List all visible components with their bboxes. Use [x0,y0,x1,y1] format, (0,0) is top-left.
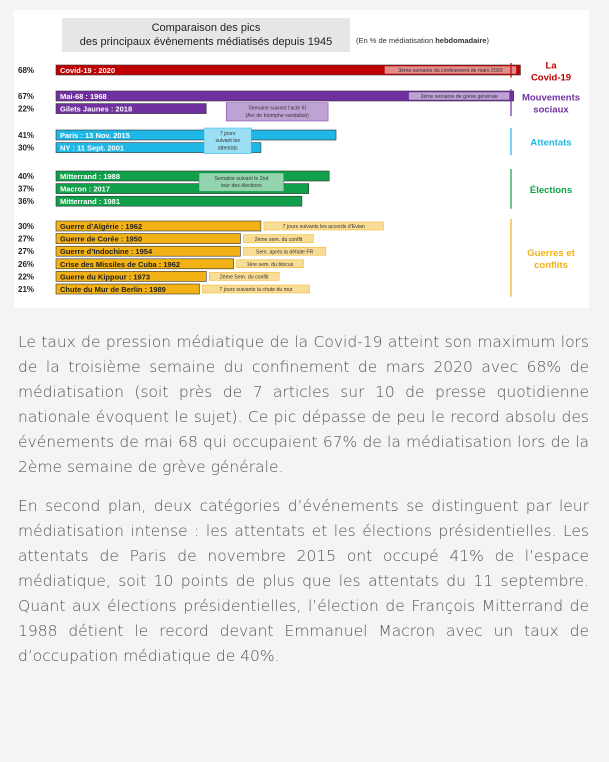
group-note-line-attentats-2: suivant les [215,138,240,145]
bar-label-guerre-d-algerie-1962: Guerre d’Algérie : 1962 [60,222,143,231]
value-label-paris-13-nov-2015: 41% [18,131,35,140]
bar-note-guerre-de-coree-1950: 2ème sem. du conflit [254,236,303,243]
bar-note-guerre-du-kippour-1973: 2ème Sem. du conflit [219,274,269,281]
value-label-guerre-du-kippour-1973: 22% [18,272,35,282]
value-label-guerre-de-coree-1950: 27% [18,234,35,244]
bar-note-chute-du-mur-de-berlin-1989: 7 jours suivants la chute du mur [219,287,293,294]
value-label-guerre-d-algerie-1962: 30% [18,222,35,231]
subtitle-prefix: (En % de médiatisation [356,36,436,45]
group-note-line-mouvements-sociaux-1: Semaine suivant l’acte III [248,105,306,112]
subtitle-bold: hebdomadaire [435,36,487,45]
value-label-macron-2017: 37% [18,184,35,194]
group-note-line-attentats-3: attentats [217,145,238,152]
bar-label-macron-2017: Macron : 2017 [60,184,111,194]
value-label-ny-11-sept-2001: 30% [18,143,35,153]
value-label-mai-68-1968: 67% [18,92,35,101]
bar-label-covid-19-2020: Covid-19 : 2020 [60,66,116,75]
chart-title-line-2: des principaux évènements médiatisés depuis 1945 [79,36,333,48]
group-note-line-elections-1: Semaine suivant le 2nd [214,176,269,182]
value-label-chute-du-mur-de-berlin-1989: 21% [18,285,35,294]
bar-note-guerre-d-algerie-1962: 7 jours suivants les accords d’Evian [282,224,365,231]
bar-chart [14,10,589,308]
subtitle-suffix: ) [486,36,489,45]
group-label-guerres-et-conflits-line-1: Guerres et [527,247,575,259]
bar-label-paris-13-nov-2015: Paris : 13 Nov. 2015 [60,131,130,140]
group-label-attentats-line-1: Attentats [530,137,572,149]
bar-label-guerre-de-coree-1950: Guerre de Corée : 1950 [60,234,143,244]
value-label-mitterrand-1981: 36% [18,197,35,207]
bar-note-covid-19-2020: 3ème semaine du confinement de mars 2020 [398,68,503,75]
bar-note-mai-68-1968: 2ème semaine de grève générale [420,94,498,101]
bar-note-guerre-d-indochine-1954: Sem. après la défaite FR [255,249,314,256]
bar-note-crise-des-missiles-de-cuba-1962: 1ère sem. du blocus [246,262,294,268]
group-note-line-attentats-1: 7 jours [219,131,236,137]
bar-label-mai-68-1968: Mai-68 : 1968 [60,92,107,101]
bar-label-guerre-du-kippour-1973: Guerre du Kippour : 1973 [60,272,151,282]
group-note-line-elections-2: tour des élections [221,183,262,190]
group-label-elections-line-1: Élections [529,184,573,196]
bar-label-gilets-jaunes-2018: Gilets Jaunes : 2018 [60,104,133,114]
group-label-mouvements-sociaux-line-1: Mouvements [521,92,581,104]
article-paragraph-2: En second plan, deux catégories d’événements se distinguent par leur médiatisation intense : les attentats et les élections présidentielles. Les attentats de Paris de novembre 2015 ont occupé 41% de l’espace médiatique, soit 10 points de plus que les attentats du 11 septembre. Quant aux élections présidentielles, l’élection de François Mitterrand de 1988 détient le record devant Emmanuel Macron avec un taux de d’occupation médiatique de 40%. [18,497,589,665]
bar-label-chute-du-mur-de-berlin-1989: Chute du Mur de Berlin : 1989 [60,285,166,294]
value-label-mitterrand-1988: 40% [18,172,35,181]
group-label-guerres-et-conflits-line-2: conflits [534,259,568,271]
group-note-line-mouvements-sociaux-2: (Arc de triomphe vandalisé) [245,112,309,119]
bar-label-mitterrand-1981: Mitterrand : 1981 [60,197,121,207]
article-paragraph-1: Le taux de pression médiatique de la Covid-19 atteint son maximum lors de la troisième semaine du confinement de mars 2020 avec 68% de médiatisation (soit près de 7 articles sur 10 de presse quotidienne nationale évoquent le sujet). Ce pic dépasse de peu le record absolu des événements de mai 68 qui occupaient 67% de la médiatisation lors de la 2ème semaine de grève générale. [18,333,589,476]
bar-label-guerre-d-indochine-1954: Guerre d’Indochine : 1954 [60,247,153,257]
value-label-crise-des-missiles-de-cuba-1962: 26% [18,259,35,269]
chart-title-line-1: Comparaison des pics [151,22,261,34]
bar-label-ny-11-sept-2001: NY : 11 Sept. 2001 [60,143,125,153]
bar-label-crise-des-missiles-de-cuba-1962: Crise des Missiles de Cuba : 1962 [60,259,181,269]
value-label-gilets-jaunes-2018: 22% [18,104,35,114]
chart-card [14,10,589,308]
value-label-guerre-d-indochine-1954: 27% [18,247,35,257]
article-body [18,330,589,683]
bar-label-mitterrand-1988: Mitterrand : 1988 [60,172,121,181]
group-label-mouvements-sociaux-line-2: sociaux [533,104,569,116]
group-label-la-covid-19-line-2: Covid-19 [530,72,572,84]
value-label-covid-19-2020: 68% [18,66,35,75]
group-label-la-covid-19-line-1: La [545,60,557,72]
